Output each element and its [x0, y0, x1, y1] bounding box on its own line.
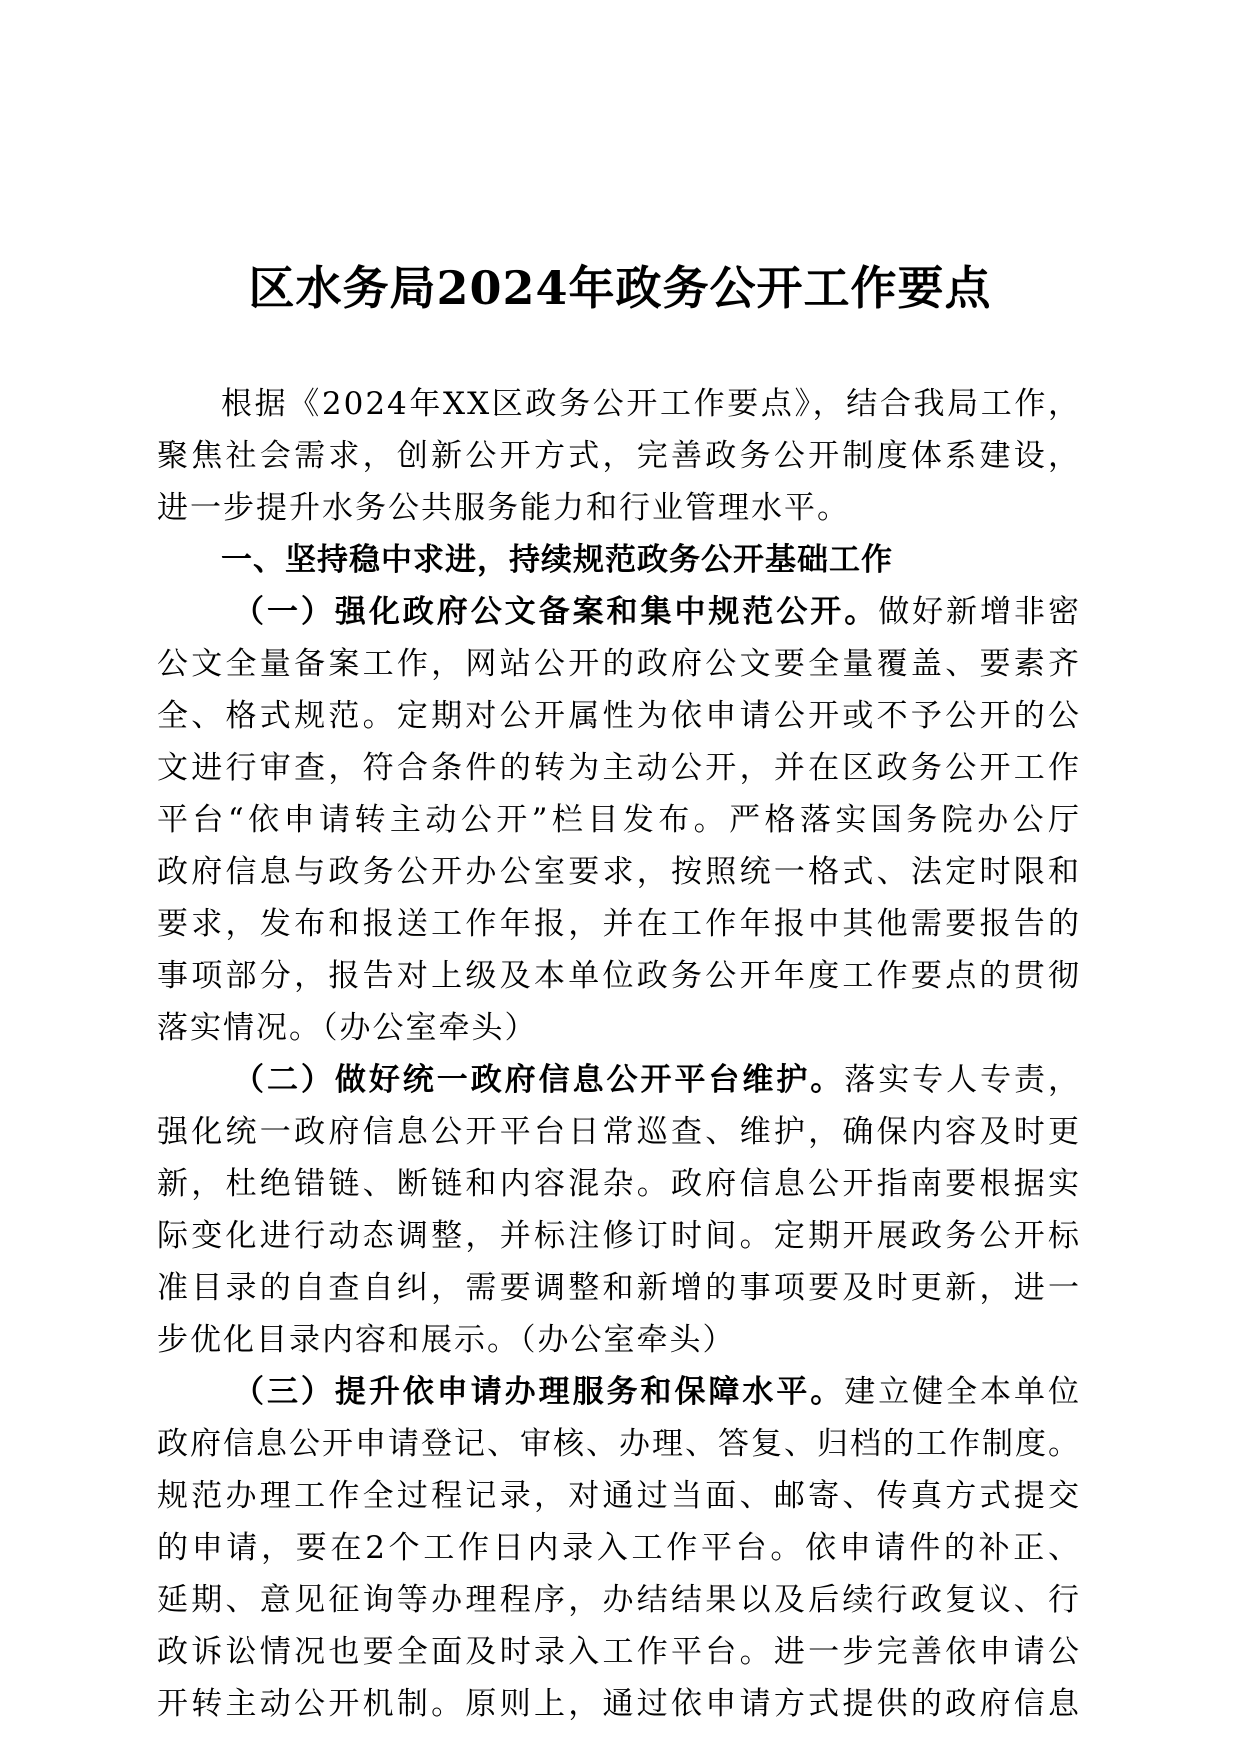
intro-line: 聚焦社会需求，创新公开方式，完善政务公开制度体系建设，	[157, 438, 1081, 474]
paragraph-first-line	[157, 1054, 1081, 1106]
paragraph-line: 延期、意见征询等办理程序，办结结果以及后续行政复议、行	[157, 1582, 1081, 1618]
paragraph-first-line	[157, 586, 1081, 638]
paragraph-line: 新，杜绝错链、断链和内容混杂。政府信息公开指南要根据实	[157, 1166, 1081, 1202]
paragraph-line: 平台“依申请转主动公开”栏目发布。严格落实国务院办公厅	[157, 802, 1081, 838]
document-title: 区水务局2024年政务公开工作要点	[248, 261, 992, 315]
intro-line: 进一步提升水务公共服务能力和行业管理水平。	[157, 490, 850, 526]
paragraph-text: 落实专人专责，	[844, 1062, 1081, 1098]
paragraph-line: 开转主动公开机制。原则上，通过依申请方式提供的政府信息	[157, 1686, 1081, 1722]
intro-line: 根据《2024年XX区政务公开工作要点》，结合我局工作，	[221, 386, 1081, 422]
paragraph-line: 强化统一政府信息公开平台日常巡查、维护，确保内容及时更	[157, 1114, 1081, 1150]
paragraph-line: 的申请，要在2个工作日内录入工作平台。依申请件的补正、	[157, 1530, 1081, 1566]
paragraph-line: 要求，发布和报送工作年报，并在工作年报中其他需要报告的	[157, 906, 1081, 942]
paragraph-text: 建立健全本单位	[844, 1374, 1081, 1410]
sub-heading: （三）提升依申请办理服务和保障水平。	[233, 1374, 845, 1410]
paragraph-line: 政府信息与政务公开办公室要求，按照统一格式、法定时限和	[157, 854, 1081, 890]
section-heading: 一、坚持稳中求进，持续规范政务公开基础工作	[221, 542, 893, 578]
paragraph-line: 政诉讼情况也要全面及时录入工作平台。进一步完善依申请公	[157, 1634, 1081, 1670]
paragraph-line: 事项部分，报告对上级及本单位政务公开年度工作要点的贯彻	[157, 958, 1081, 994]
paragraph-line: 际变化进行动态调整，并标注修订时间。定期开展政务公开标	[157, 1218, 1081, 1254]
paragraph-line: 准目录的自查自纠，需要调整和新增的事项要及时更新，进一	[157, 1270, 1081, 1306]
paragraph-line: 落实情况。（办公室牵头）	[157, 1010, 538, 1046]
paragraph-line: 文进行审查，符合条件的转为主动公开，并在区政务公开工作	[157, 750, 1081, 786]
paragraph-line: 公文全量备案工作，网站公开的政府公文要全量覆盖、要素齐	[157, 646, 1081, 682]
document-body	[157, 378, 1081, 1730]
paragraph-line: 政府信息公开申请登记、审核、办理、答复、归档的工作制度。	[157, 1426, 1081, 1462]
paragraph-line: 步优化目录内容和展示。（办公室牵头）	[157, 1322, 736, 1358]
paragraph-text: 做好新增非密	[878, 594, 1082, 630]
sub-heading: （二）做好统一政府信息公开平台维护。	[233, 1062, 845, 1098]
sub-heading: （一）强化政府公文备案和集中规范公开。	[233, 594, 879, 630]
paragraph-line: 规范办理工作全过程记录，对通过当面、邮寄、传真方式提交	[157, 1478, 1081, 1514]
paragraph-first-line	[157, 1366, 1081, 1418]
paragraph-line: 全、格式规范。定期对公开属性为依申请公开或不予公开的公	[157, 698, 1081, 734]
